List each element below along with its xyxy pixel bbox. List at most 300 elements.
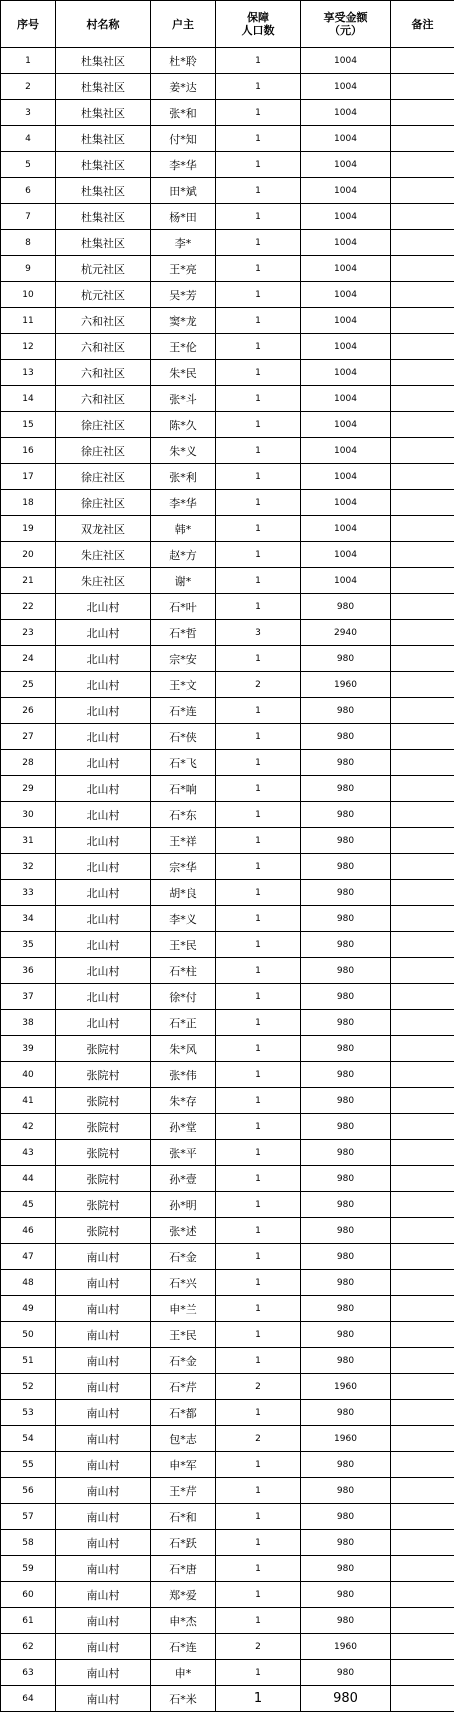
cell-population: 1 xyxy=(216,646,301,672)
cell-amount: 1960 xyxy=(301,1426,391,1452)
cell-householder: 朱*存 xyxy=(151,1088,216,1114)
cell-village: 张院村 xyxy=(56,1114,151,1140)
cell-amount: 1004 xyxy=(301,568,391,594)
cell-remark xyxy=(391,360,454,386)
cell-remark xyxy=(391,1296,454,1322)
cell-village: 双龙社区 xyxy=(56,516,151,542)
cell-householder: 石*叶 xyxy=(151,594,216,620)
cell-amount: 980 xyxy=(301,1244,391,1270)
cell-seq: 9 xyxy=(1,256,56,282)
cell-seq: 27 xyxy=(1,724,56,750)
cell-remark xyxy=(391,672,454,698)
cell-seq: 15 xyxy=(1,412,56,438)
cell-householder: 付*知 xyxy=(151,126,216,152)
cell-population: 1 xyxy=(216,854,301,880)
cell-population: 1 xyxy=(216,1504,301,1530)
table-row xyxy=(1,724,454,750)
cell-seq: 31 xyxy=(1,828,56,854)
cell-seq: 12 xyxy=(1,334,56,360)
cell-householder: 宗*华 xyxy=(151,854,216,880)
cell-householder: 李*义 xyxy=(151,906,216,932)
cell-population: 1 xyxy=(216,1530,301,1556)
cell-seq: 17 xyxy=(1,464,56,490)
cell-seq: 4 xyxy=(1,126,56,152)
cell-village: 南山村 xyxy=(56,1634,151,1660)
cell-population: 1 xyxy=(216,932,301,958)
cell-village: 北山村 xyxy=(56,724,151,750)
cell-householder: 申*杰 xyxy=(151,1608,216,1634)
cell-remark xyxy=(391,568,454,594)
cell-village: 南山村 xyxy=(56,1322,151,1348)
cell-remark xyxy=(391,776,454,802)
cell-remark xyxy=(391,1452,454,1478)
cell-remark xyxy=(391,490,454,516)
cell-population: 1 xyxy=(216,828,301,854)
cell-village: 北山村 xyxy=(56,646,151,672)
table-row xyxy=(1,48,454,74)
table-row xyxy=(1,1166,454,1192)
cell-remark xyxy=(391,1530,454,1556)
cell-village: 北山村 xyxy=(56,750,151,776)
cell-amount: 1004 xyxy=(301,100,391,126)
cell-remark xyxy=(391,1426,454,1452)
cell-amount: 980 xyxy=(301,1036,391,1062)
cell-population: 1 xyxy=(216,48,301,74)
cell-population: 1 xyxy=(216,776,301,802)
cell-remark xyxy=(391,1400,454,1426)
cell-remark xyxy=(391,802,454,828)
cell-village: 北山村 xyxy=(56,828,151,854)
cell-amount: 1004 xyxy=(301,126,391,152)
cell-population: 1 xyxy=(216,1244,301,1270)
cell-householder: 朱*风 xyxy=(151,1036,216,1062)
cell-seq: 7 xyxy=(1,204,56,230)
cell-remark xyxy=(391,594,454,620)
cell-householder: 王*文 xyxy=(151,672,216,698)
cell-village: 徐庄社区 xyxy=(56,490,151,516)
cell-amount: 1004 xyxy=(301,48,391,74)
cell-population: 2 xyxy=(216,672,301,698)
cell-population: 1 xyxy=(216,204,301,230)
cell-population: 1 xyxy=(216,178,301,204)
cell-seq: 59 xyxy=(1,1556,56,1582)
cell-remark xyxy=(391,1686,454,1712)
cell-householder: 杜*聆 xyxy=(151,48,216,74)
table-row xyxy=(1,126,454,152)
cell-village: 南山村 xyxy=(56,1660,151,1686)
table-row xyxy=(1,204,454,230)
cell-seq: 40 xyxy=(1,1062,56,1088)
cell-seq: 36 xyxy=(1,958,56,984)
cell-village: 南山村 xyxy=(56,1452,151,1478)
cell-remark xyxy=(391,308,454,334)
header-amount: 享受金额 （元） xyxy=(301,1,391,48)
table-row xyxy=(1,1686,454,1712)
table-row xyxy=(1,1634,454,1660)
cell-village: 杜集社区 xyxy=(56,126,151,152)
cell-householder: 王*民 xyxy=(151,932,216,958)
cell-village: 南山村 xyxy=(56,1504,151,1530)
cell-amount: 980 xyxy=(301,646,391,672)
cell-remark xyxy=(391,620,454,646)
cell-householder: 王*伦 xyxy=(151,334,216,360)
cell-village: 南山村 xyxy=(56,1478,151,1504)
cell-village: 张院村 xyxy=(56,1140,151,1166)
table-row xyxy=(1,490,454,516)
cell-householder: 张*平 xyxy=(151,1140,216,1166)
cell-population: 1 xyxy=(216,1088,301,1114)
cell-population: 3 xyxy=(216,620,301,646)
cell-village: 六和社区 xyxy=(56,334,151,360)
cell-population: 1 xyxy=(216,74,301,100)
cell-population: 1 xyxy=(216,906,301,932)
cell-householder: 张*述 xyxy=(151,1218,216,1244)
cell-amount: 980 xyxy=(301,880,391,906)
table-row xyxy=(1,256,454,282)
cell-seq: 49 xyxy=(1,1296,56,1322)
table-row xyxy=(1,1010,454,1036)
cell-population: 1 xyxy=(216,386,301,412)
cell-remark xyxy=(391,1634,454,1660)
cell-amount: 980 xyxy=(301,1660,391,1686)
cell-amount: 980 xyxy=(301,1140,391,1166)
cell-village: 南山村 xyxy=(56,1400,151,1426)
cell-amount: 980 xyxy=(301,1556,391,1582)
cell-householder: 石*唐 xyxy=(151,1556,216,1582)
cell-seq: 42 xyxy=(1,1114,56,1140)
cell-householder: 窦*龙 xyxy=(151,308,216,334)
cell-remark xyxy=(391,854,454,880)
cell-householder: 韩* xyxy=(151,516,216,542)
cell-seq: 37 xyxy=(1,984,56,1010)
cell-seq: 32 xyxy=(1,854,56,880)
cell-population: 1 xyxy=(216,100,301,126)
table-row xyxy=(1,1036,454,1062)
cell-amount: 1004 xyxy=(301,412,391,438)
cell-population: 1 xyxy=(216,282,301,308)
cell-population: 1 xyxy=(216,542,301,568)
table-row xyxy=(1,802,454,828)
cell-population: 1 xyxy=(216,1556,301,1582)
cell-population: 1 xyxy=(216,1348,301,1374)
cell-amount: 980 xyxy=(301,1530,391,1556)
cell-amount: 980 xyxy=(301,1608,391,1634)
cell-village: 杭元社区 xyxy=(56,282,151,308)
cell-householder: 王*芹 xyxy=(151,1478,216,1504)
cell-amount: 1004 xyxy=(301,360,391,386)
table-row xyxy=(1,1426,454,1452)
cell-village: 北山村 xyxy=(56,1010,151,1036)
cell-population: 1 xyxy=(216,256,301,282)
cell-remark xyxy=(391,1348,454,1374)
cell-remark xyxy=(391,828,454,854)
cell-population: 1 xyxy=(216,594,301,620)
cell-village: 张院村 xyxy=(56,1166,151,1192)
cell-remark xyxy=(391,1504,454,1530)
cell-remark xyxy=(391,464,454,490)
cell-seq: 46 xyxy=(1,1218,56,1244)
cell-householder: 包*志 xyxy=(151,1426,216,1452)
table-row xyxy=(1,698,454,724)
cell-remark xyxy=(391,1660,454,1686)
cell-householder: 石*金 xyxy=(151,1348,216,1374)
table-row xyxy=(1,282,454,308)
cell-seq: 1 xyxy=(1,48,56,74)
cell-amount: 980 xyxy=(301,1218,391,1244)
cell-population: 1 xyxy=(216,880,301,906)
cell-amount: 980 xyxy=(301,1062,391,1088)
cell-seq: 43 xyxy=(1,1140,56,1166)
cell-householder: 张*利 xyxy=(151,464,216,490)
cell-seq: 48 xyxy=(1,1270,56,1296)
cell-village: 徐庄社区 xyxy=(56,464,151,490)
cell-seq: 8 xyxy=(1,230,56,256)
cell-seq: 23 xyxy=(1,620,56,646)
cell-village: 杜集社区 xyxy=(56,48,151,74)
cell-remark xyxy=(391,204,454,230)
table-row xyxy=(1,1244,454,1270)
cell-remark xyxy=(391,906,454,932)
table-row xyxy=(1,308,454,334)
cell-householder: 申* xyxy=(151,1660,216,1686)
cell-remark xyxy=(391,1556,454,1582)
table-row xyxy=(1,880,454,906)
cell-population: 1 xyxy=(216,308,301,334)
cell-seq: 54 xyxy=(1,1426,56,1452)
cell-remark xyxy=(391,126,454,152)
cell-remark xyxy=(391,1218,454,1244)
table-row xyxy=(1,1322,454,1348)
cell-householder: 张*斗 xyxy=(151,386,216,412)
cell-population: 1 xyxy=(216,958,301,984)
cell-seq: 56 xyxy=(1,1478,56,1504)
table-row xyxy=(1,100,454,126)
cell-householder: 石*金 xyxy=(151,1244,216,1270)
cell-householder: 李* xyxy=(151,230,216,256)
cell-remark xyxy=(391,646,454,672)
cell-population: 1 xyxy=(216,1660,301,1686)
cell-population: 1 xyxy=(216,984,301,1010)
cell-village: 六和社区 xyxy=(56,386,151,412)
cell-population: 1 xyxy=(216,1062,301,1088)
table-row xyxy=(1,360,454,386)
table-row xyxy=(1,516,454,542)
table-row xyxy=(1,152,454,178)
table-row xyxy=(1,1582,454,1608)
cell-householder: 石*正 xyxy=(151,1010,216,1036)
cell-remark xyxy=(391,412,454,438)
cell-seq: 61 xyxy=(1,1608,56,1634)
table-row xyxy=(1,1114,454,1140)
cell-amount: 980 xyxy=(301,1400,391,1426)
cell-amount: 1004 xyxy=(301,542,391,568)
table-row xyxy=(1,1062,454,1088)
cell-householder: 王*亮 xyxy=(151,256,216,282)
cell-amount: 980 xyxy=(301,1452,391,1478)
cell-seq: 53 xyxy=(1,1400,56,1426)
cell-householder: 石*响 xyxy=(151,776,216,802)
cell-population: 1 xyxy=(216,334,301,360)
cell-remark xyxy=(391,1478,454,1504)
table-row xyxy=(1,230,454,256)
cell-seq: 62 xyxy=(1,1634,56,1660)
cell-remark xyxy=(391,1608,454,1634)
cell-population: 1 xyxy=(216,1608,301,1634)
cell-village: 北山村 xyxy=(56,594,151,620)
cell-population: 1 xyxy=(216,1140,301,1166)
cell-amount: 980 xyxy=(301,1192,391,1218)
cell-amount: 1960 xyxy=(301,672,391,698)
table-row xyxy=(1,750,454,776)
cell-householder: 徐*付 xyxy=(151,984,216,1010)
cell-village: 杜集社区 xyxy=(56,178,151,204)
table-row xyxy=(1,594,454,620)
table-row xyxy=(1,542,454,568)
cell-seq: 33 xyxy=(1,880,56,906)
cell-village: 南山村 xyxy=(56,1348,151,1374)
cell-householder: 申*兰 xyxy=(151,1296,216,1322)
cell-seq: 41 xyxy=(1,1088,56,1114)
cell-householder: 朱*义 xyxy=(151,438,216,464)
header-householder: 户主 xyxy=(151,1,216,48)
cell-remark xyxy=(391,152,454,178)
cell-village: 南山村 xyxy=(56,1270,151,1296)
cell-seq: 13 xyxy=(1,360,56,386)
cell-population: 1 xyxy=(216,1400,301,1426)
cell-amount: 1960 xyxy=(301,1374,391,1400)
cell-seq: 30 xyxy=(1,802,56,828)
cell-population: 2 xyxy=(216,1634,301,1660)
cell-village: 南山村 xyxy=(56,1582,151,1608)
cell-village: 杜集社区 xyxy=(56,74,151,100)
table-row xyxy=(1,932,454,958)
cell-population: 1 xyxy=(216,1010,301,1036)
cell-amount: 980 xyxy=(301,1478,391,1504)
header-village: 村名称 xyxy=(56,1,151,48)
cell-village: 徐庄社区 xyxy=(56,438,151,464)
cell-amount: 1004 xyxy=(301,256,391,282)
cell-population: 1 xyxy=(216,230,301,256)
cell-remark xyxy=(391,100,454,126)
cell-householder: 孙*堂 xyxy=(151,1114,216,1140)
cell-village: 北山村 xyxy=(56,984,151,1010)
cell-population: 1 xyxy=(216,568,301,594)
header-remark: 备注 xyxy=(391,1,454,48)
table-row xyxy=(1,74,454,100)
cell-population: 1 xyxy=(216,360,301,386)
table-row xyxy=(1,1400,454,1426)
cell-population: 1 xyxy=(216,490,301,516)
cell-householder: 赵*方 xyxy=(151,542,216,568)
cell-population: 2 xyxy=(216,1374,301,1400)
cell-amount: 1004 xyxy=(301,152,391,178)
cell-village: 杜集社区 xyxy=(56,204,151,230)
cell-village: 杜集社区 xyxy=(56,100,151,126)
cell-village: 南山村 xyxy=(56,1686,151,1712)
cell-remark xyxy=(391,178,454,204)
table-row xyxy=(1,1608,454,1634)
cell-village: 徐庄社区 xyxy=(56,412,151,438)
cell-householder: 石*芹 xyxy=(151,1374,216,1400)
cell-amount: 980 xyxy=(301,984,391,1010)
table-row xyxy=(1,906,454,932)
cell-householder: 陈*久 xyxy=(151,412,216,438)
cell-householder: 石*和 xyxy=(151,1504,216,1530)
cell-seq: 24 xyxy=(1,646,56,672)
cell-householder: 杨*田 xyxy=(151,204,216,230)
cell-village: 北山村 xyxy=(56,880,151,906)
cell-population: 1 xyxy=(216,412,301,438)
cell-seq: 3 xyxy=(1,100,56,126)
cell-population: 1 xyxy=(216,724,301,750)
cell-village: 张院村 xyxy=(56,1062,151,1088)
cell-amount: 980 xyxy=(301,1166,391,1192)
cell-amount: 980 xyxy=(301,698,391,724)
table-row xyxy=(1,1192,454,1218)
cell-remark xyxy=(391,256,454,282)
cell-seq: 18 xyxy=(1,490,56,516)
cell-householder: 胡*良 xyxy=(151,880,216,906)
cell-amount: 980 xyxy=(301,724,391,750)
cell-seq: 11 xyxy=(1,308,56,334)
cell-seq: 29 xyxy=(1,776,56,802)
cell-amount: 1004 xyxy=(301,230,391,256)
cell-amount: 1004 xyxy=(301,74,391,100)
cell-amount: 1004 xyxy=(301,516,391,542)
cell-seq: 28 xyxy=(1,750,56,776)
cell-remark xyxy=(391,724,454,750)
cell-remark xyxy=(391,1322,454,1348)
cell-amount: 980 xyxy=(301,906,391,932)
cell-amount: 1004 xyxy=(301,386,391,412)
table-row xyxy=(1,1348,454,1374)
cell-seq: 52 xyxy=(1,1374,56,1400)
table-row xyxy=(1,386,454,412)
cell-amount: 1004 xyxy=(301,204,391,230)
cell-householder: 田*斌 xyxy=(151,178,216,204)
table-row xyxy=(1,438,454,464)
cell-amount: 1004 xyxy=(301,464,391,490)
cell-population: 1 xyxy=(216,802,301,828)
cell-amount: 980 xyxy=(301,776,391,802)
cell-householder: 宗*安 xyxy=(151,646,216,672)
cell-remark xyxy=(391,1374,454,1400)
cell-village: 朱庄社区 xyxy=(56,568,151,594)
cell-householder: 石*米 xyxy=(151,1686,216,1712)
cell-remark xyxy=(391,698,454,724)
cell-householder: 王*祥 xyxy=(151,828,216,854)
cell-seq: 44 xyxy=(1,1166,56,1192)
cell-householder: 李*华 xyxy=(151,152,216,178)
cell-seq: 51 xyxy=(1,1348,56,1374)
cell-householder: 石*兴 xyxy=(151,1270,216,1296)
cell-seq: 45 xyxy=(1,1192,56,1218)
cell-remark xyxy=(391,1244,454,1270)
cell-village: 南山村 xyxy=(56,1296,151,1322)
cell-village: 六和社区 xyxy=(56,360,151,386)
cell-seq: 38 xyxy=(1,1010,56,1036)
table-row xyxy=(1,178,454,204)
cell-seq: 19 xyxy=(1,516,56,542)
cell-population: 1 xyxy=(216,1582,301,1608)
table-row xyxy=(1,1088,454,1114)
cell-seq: 25 xyxy=(1,672,56,698)
cell-amount: 2940 xyxy=(301,620,391,646)
cell-householder: 郑*爱 xyxy=(151,1582,216,1608)
cell-householder: 王*民 xyxy=(151,1322,216,1348)
cell-householder: 石*连 xyxy=(151,1634,216,1660)
cell-seq: 2 xyxy=(1,74,56,100)
